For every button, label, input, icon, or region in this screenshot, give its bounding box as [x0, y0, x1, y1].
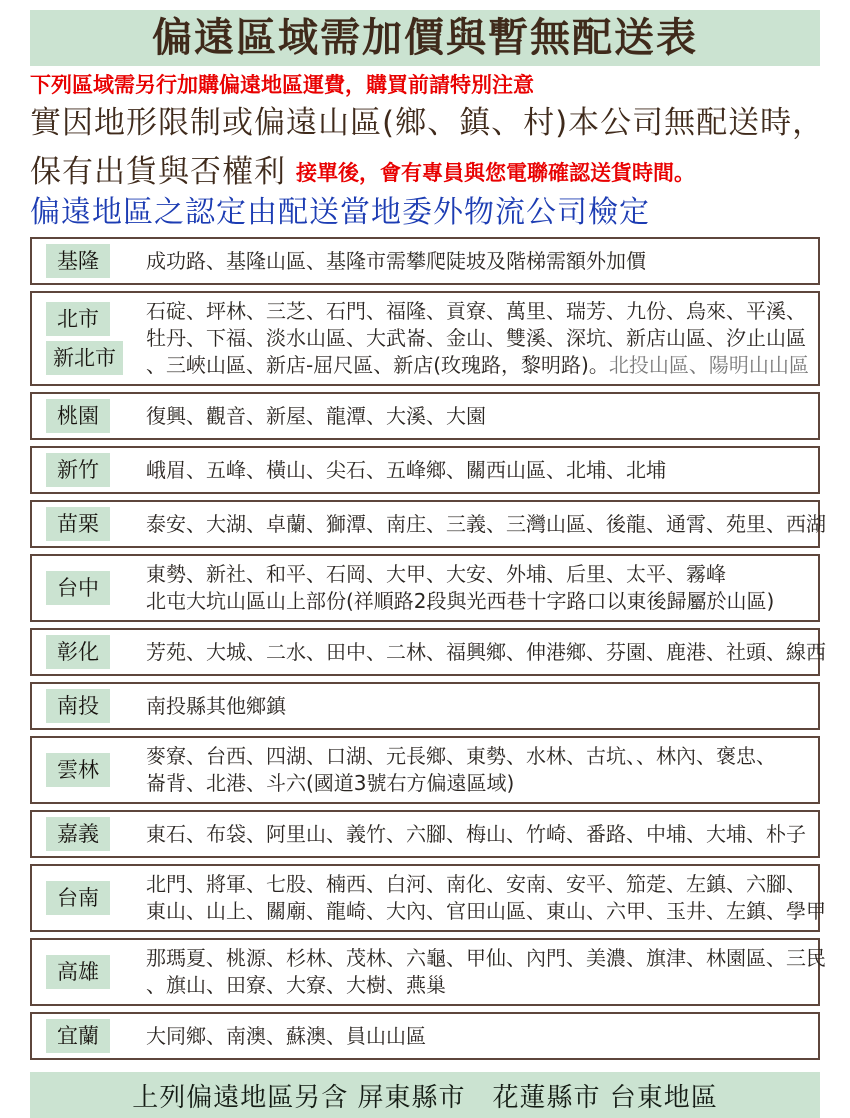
region-label: 高雄 — [46, 955, 110, 989]
extra-fee-warning: 下列區域需另行加購偏遠地區運費，購買前請特別注意 — [30, 72, 534, 97]
table-row-taichung — [30, 554, 820, 622]
table-row-yilan — [30, 1012, 820, 1060]
table-row-changhua — [30, 628, 826, 676]
region-label: 南投 — [46, 689, 110, 723]
areas-line: 麥寮、台西、四湖、口湖、元長鄉、東勢、水林、古坑、、林內、褒忠、 — [146, 744, 776, 768]
region-areas — [142, 871, 826, 925]
region-areas — [142, 639, 826, 666]
areas-line: 牡丹、下福、淡水山區、大武崙、金山、雙溪、深坑、新店山區、汐止山區 — [146, 326, 806, 350]
areas-line: 北屯大坑山區山上部份(祥順路2段與光西巷十字路口以東後歸屬於山區) — [146, 589, 775, 613]
footer-text: 上列偏遠地區另含 屏東縣市 花蓮縣市 台東地區 — [132, 1082, 718, 1113]
region-label: 北市 — [46, 302, 110, 336]
region-areas — [142, 693, 810, 720]
region-label: 宜蘭 — [46, 1019, 110, 1053]
page-title: 偏遠區域需加價與暫無配送表 — [152, 15, 698, 61]
certification-note: 偏遠地區之認定由配送當地委外物流公司檢定 — [30, 195, 650, 230]
table-row-miaoli — [30, 500, 826, 548]
region-areas — [142, 1023, 810, 1050]
areas-line: 北門、將軍、七股、楠西、白河、南化、安南、安平、笳萣、左鎮、六腳、 — [146, 872, 806, 896]
areas-line: 東勢、新社、和平、石岡、大甲、大安、外埔、后里、太平、霧峰 — [146, 562, 726, 586]
region-areas — [142, 945, 826, 999]
no-delivery-policy-line: 實因地形限制或偏遠山區(鄉、鎮、村)本公司無配送時， — [30, 105, 825, 141]
region-areas — [142, 457, 810, 484]
table-row-kaohsiung — [30, 938, 826, 1006]
surcharge-notice-document — [30, 0, 826, 1118]
areas-line: 芳苑、大城、二水、田中、二林、福興鄉、伸港鄉、芬園、鹿港、社頭、線西 — [146, 639, 826, 664]
table-row-yunlin — [30, 736, 820, 804]
region-label: 苗栗 — [46, 507, 110, 541]
areas-line: 石碇、坪林、三芝、石門、福隆、貢寮、萬里、瑞芳、九份、烏來、平溪、 — [146, 299, 806, 323]
areas-line: 那瑪夏、桃源、杉林、茂林、六龜、甲仙、內門、美濃、旗津、林園區、三民 — [146, 946, 826, 970]
region-areas — [142, 403, 810, 430]
areas-line: 成功路、基隆山區、基隆市需攀爬陡坡及階梯需額外加價 — [146, 248, 646, 273]
table-row-tainan — [30, 864, 826, 932]
shipping-rights-text: 保有出貨與否權利 — [30, 154, 286, 190]
table-row-keelung — [30, 237, 820, 285]
table-row-chiayi — [30, 810, 820, 858]
region-label: 基隆 — [46, 244, 110, 278]
table-row-taipei — [30, 291, 820, 386]
region-label: 新竹 — [46, 453, 110, 487]
footer-banner — [30, 1072, 820, 1118]
region-areas — [142, 298, 810, 379]
areas-line: 大同鄉、南澳、蘇澳、員山山區 — [146, 1023, 426, 1048]
region-areas — [142, 511, 826, 538]
region-table — [30, 237, 826, 1060]
region-label: 台中 — [46, 571, 110, 605]
region-areas — [142, 743, 810, 797]
region-areas — [142, 561, 810, 615]
region-areas — [142, 248, 810, 275]
region-label: 嘉義 — [46, 817, 110, 851]
region-label: 彰化 — [46, 635, 110, 669]
areas-line: 、旗山、田寮、大寮、大樹、燕巢 — [146, 973, 446, 997]
gray-areas-note: 北投山區、陽明山山區 — [608, 353, 809, 377]
table-row-nantou — [30, 682, 820, 730]
region-label: 新北市 — [46, 341, 123, 375]
region-label: 雲林 — [46, 753, 110, 787]
region-label: 桃園 — [46, 399, 110, 433]
areas-line: 東石、布袋、阿里山、義竹、六腳、梅山、竹崎、番路、中埔、大埔、朴子 — [146, 821, 806, 846]
areas-line: 崙背、北港、斗六(國道3號右方偏遠區域) — [146, 771, 515, 795]
areas-line: 、三峽山區、新店-屈尺區、新店(玫瑰路，黎明路)。北投山區、陽明山山區 — [146, 353, 809, 377]
title-banner — [30, 10, 820, 66]
areas-line: 峨眉、五峰、橫山、尖石、五峰鄉、關西山區、北埔、北埔 — [146, 457, 666, 482]
areas-line: 東山、山上、關廟、龍崎、大內、官田山區、東山、六甲、玉井、左鎮、學甲 — [146, 899, 826, 923]
confirmation-call-note: 接單後，會有專員與您電聯確認送貨時間。 — [296, 159, 695, 185]
areas-line: 復興、觀音、新屋、龍潭、大溪、大園 — [146, 403, 486, 428]
areas-line: 南投縣其他鄉鎮 — [146, 693, 286, 718]
shipping-rights-line — [30, 146, 820, 191]
region-areas — [142, 821, 810, 848]
region-label: 台南 — [46, 881, 110, 915]
areas-line: 泰安、大湖、卓蘭、獅潭、南庄、三義、三灣山區、後龍、通霄、苑里、西湖 — [146, 511, 826, 536]
table-row-taoyuan — [30, 392, 820, 440]
table-row-hsinchu — [30, 446, 820, 494]
